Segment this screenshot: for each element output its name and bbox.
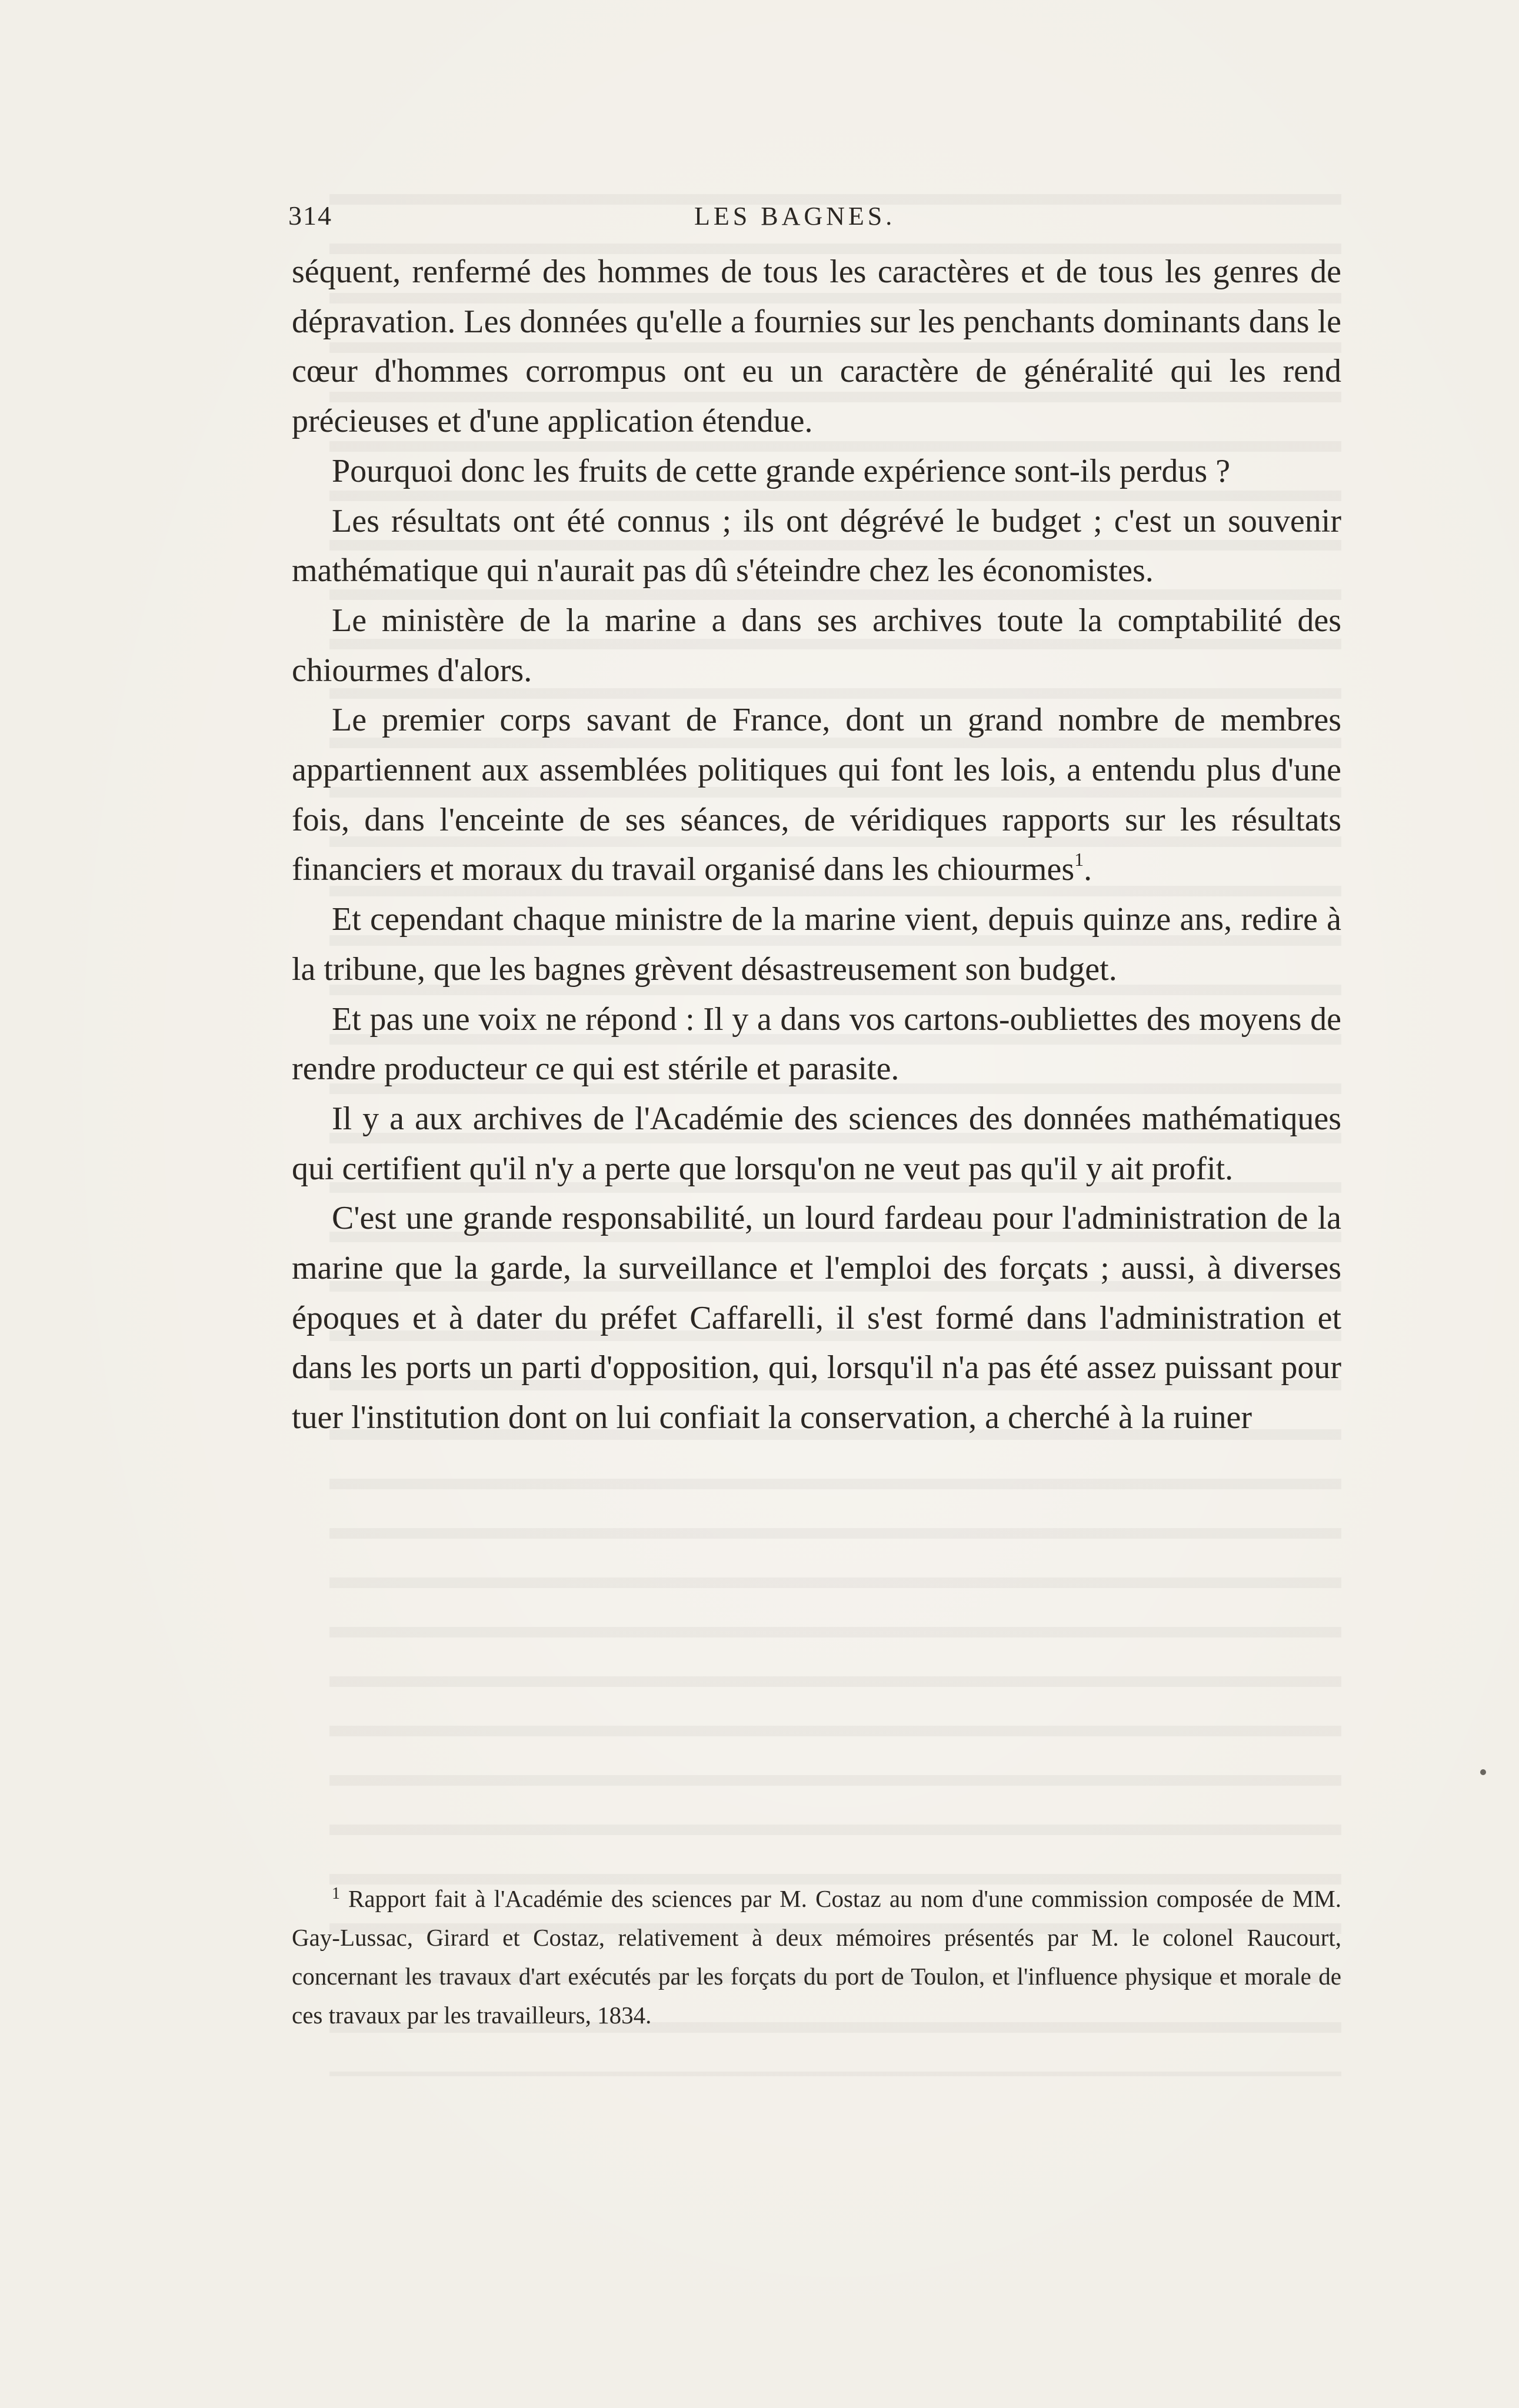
footnote-text: Rapport fait à l'Académie des sciences par M. Costaz au nom d'une commission composée de MM. Gay-Lussac, Girard et Costaz, relativement à deux mémoires présentés par M. le colonel Raucourt, concernant les travaux d'art exécutés par les forçats du port de Toulon, et l'influence physique et morale de ces travaux par les travailleurs, 1834. bbox=[292, 1885, 1341, 2029]
page-number: 314 bbox=[288, 201, 332, 231]
running-title: LES BAGNES. bbox=[694, 202, 896, 231]
paragraph: Pourquoi donc les fruits de cette grande expérience sont-ils perdus ? bbox=[332, 452, 1231, 489]
paragraph-with-note bbox=[292, 695, 1341, 895]
paragraph: Et pas une voix ne répond : Il y a dans vos cartons-oubliettes des moyens de rendre producteur ce qui est stérile et parasite. bbox=[292, 1000, 1341, 1088]
paragraph: séquent, renfermé des hommes de tous les caractères et de tous les genres de dépravation. Les données qu'elle a fournies sur les penchants dominants dans le cœur d'hommes corrompus ont eu un caractère de généralité qui les rend précieuses et d'une application étendue. bbox=[292, 254, 1341, 440]
footnote-marker: 1 bbox=[332, 1885, 340, 1903]
footnote bbox=[292, 1879, 1341, 2035]
paragraph: Il y a aux archives de l'Académie des sciences des données mathématiques qui certifient qu'il n'y a perte que lorsqu'on ne veut pas qu'il y ait profit. bbox=[292, 1100, 1341, 1187]
paragraph: Le ministère de la marine a dans ses archives toute la comptabilité des chiourmes d'alors. bbox=[292, 602, 1341, 689]
paragraph: C'est une grande responsabilité, un lourd fardeau pour l'administration de la marine que la garde, la surveillance et l'emploi des forçats ; aussi, à diverses époques et à dater du préfet Caffarelli, il s'est formé dans l'administration et dans les ports un parti d'opposition, qui, lorsqu'il n'a pas été assez puissant pour tuer l'institution dont on lui confiait la conservation, a cherché à la ruiner bbox=[292, 1200, 1341, 1436]
paragraph: Les résultats ont été connus ; ils ont dégrévé le budget ; c'est un souvenir mathématique qui n'aurait pas dû s'éteindre chez les économistes. bbox=[292, 502, 1341, 589]
sentence-end: . bbox=[1084, 851, 1092, 888]
page-header bbox=[288, 200, 1341, 247]
footnote-reference: 1 bbox=[1074, 849, 1084, 871]
paragraph: Et cependant chaque ministre de la marine vient, depuis quinze ans, redire à la tribune, que les bagnes grèvent désastreusement son budget. bbox=[292, 901, 1341, 988]
paper-speck bbox=[1480, 1769, 1486, 1775]
body-text bbox=[292, 247, 1341, 1443]
paragraph-text: Le premier corps savant de France, dont un grand nombre de membres appartiennent aux assemblées politiques qui font les lois, a entendu plus d'une fois, dans l'enceinte de ses séances, de véridiques rapports sur les résultats financiers et moraux du travail organisé dans les chiourmes bbox=[292, 702, 1341, 888]
